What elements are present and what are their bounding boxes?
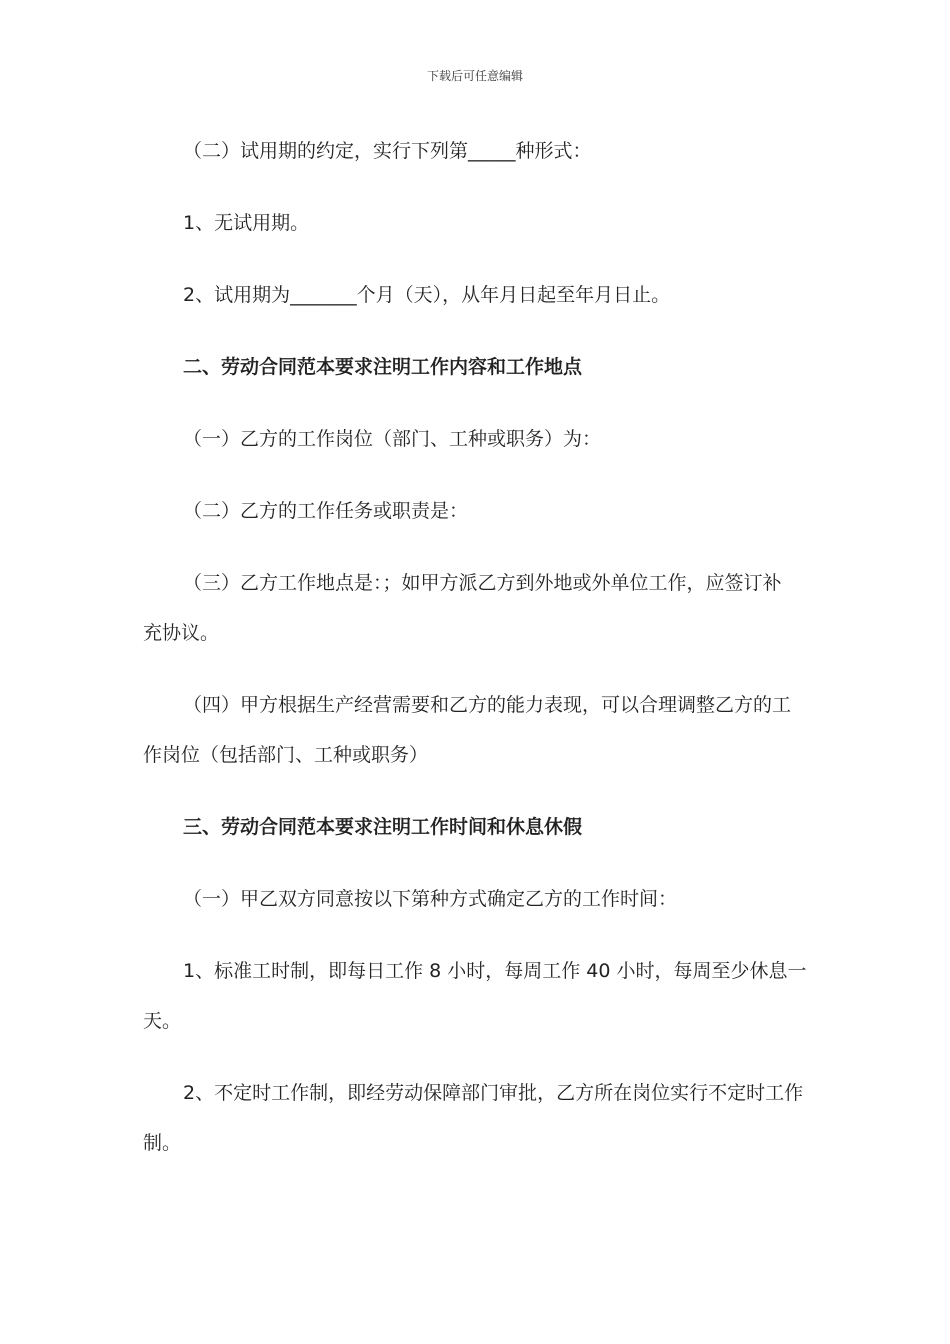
job-position-clause: （一）乙方的工作岗位（部门、工种或职务）为： (183, 428, 602, 450)
job-duties-clause: （二）乙方的工作任务或职责是： (183, 500, 469, 522)
standard-hours-line-1: 1、标准工时制，即每日工作 8 小时，每周工作 40 小时，每周至少休息一 (183, 960, 807, 982)
work-location-clause (143, 558, 813, 658)
position-adjustment-line-2: 作岗位（包括部门、工种或职务） (143, 744, 429, 766)
page-header: 下载后可任意编辑 (426, 69, 523, 83)
position-adjustment-clause (143, 680, 813, 780)
working-time-clause: （一）甲乙双方同意按以下第种方式确定乙方的工作时间： (183, 888, 678, 910)
section-heading-2: 二、劳动合同范本要求注明工作内容和工作地点 (183, 356, 583, 378)
probation-clause: （二）试用期的约定，实行下列第_____种形式： (183, 140, 592, 162)
work-location-line-2: 充协议。 (143, 622, 220, 644)
standard-hours-line-2: 天。 (143, 1010, 182, 1032)
flexible-hours-option (143, 1068, 813, 1168)
section-heading-3: 三、劳动合同范本要求注明工作时间和休息休假 (183, 816, 583, 838)
probation-period-option: 2、试用期为_______个月（天），从年月日起至年月日止。 (183, 284, 671, 306)
flexible-hours-line-1: 2、不定时工作制，即经劳动保障部门审批，乙方所在岗位实行不定时工作 (183, 1082, 804, 1104)
standard-hours-option (143, 946, 813, 1046)
flexible-hours-line-2: 制。 (143, 1132, 182, 1154)
work-location-line-1: （三）乙方工作地点是：；如甲方派乙方到外地或外单位工作，应签订补 (183, 572, 782, 594)
position-adjustment-line-1: （四）甲方根据生产经营需要和乙方的能力表现，可以合理调整乙方的工 (183, 694, 792, 716)
no-probation-option: 1、无试用期。 (183, 212, 310, 234)
